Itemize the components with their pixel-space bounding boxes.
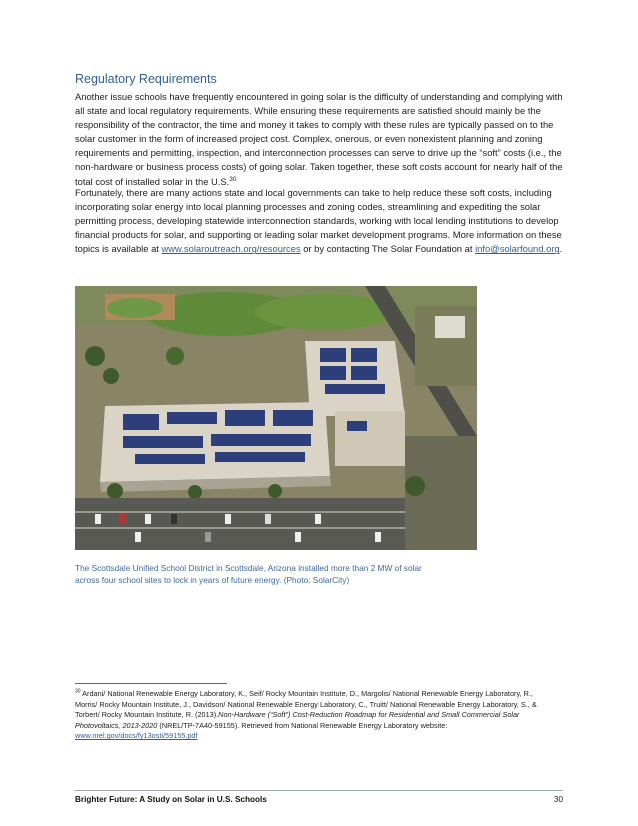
caption-line-2: across four school sites to lock in years of future energy. (Photo: SolarCity) <box>75 574 350 585</box>
footnote-title: Non-Hardware (“Soft”) Cost-Reduction Roadmap for Residential and Small Commercial Solar Photovoltaics, 2013-2020 <box>75 710 520 730</box>
footnote-url-link[interactable]: www.nrel.gov/docs/fy13osti/59155.pdf <box>75 731 198 741</box>
footnote-reference[interactable]: 30 <box>229 175 237 183</box>
paragraph-2-end: . <box>559 243 563 255</box>
paragraph-regulatory <box>75 90 563 189</box>
paragraph-1-text: Another issue schools have frequently encountered in going solar is the difficulty of understanding and complying with all state and local regulatory requirements. While ensuring these requirements are satisfied should mainly be the responsibility of the contractor, the time and money it takes to comply with these rules are typically passed on to the solar customer in the form of increased project cost. Complex, onerous, or even nonexistent planning and zoning requirements and permitting, inspection, and interconnection processes can serve to drive up the “soft” costs (i.e., the non-hardware or business process costs) of going solar. Taken together, these soft costs account for nearly half of the total cost of installed solar in the U.S. <box>75 91 563 187</box>
caption-line-1: The Scottsdale Unified School District in Scottsdale, Arizona installed more than 2 MW of solar <box>75 563 422 573</box>
footnote-number: 30 <box>75 688 81 695</box>
figure-caption <box>75 563 495 587</box>
footnote-divider <box>75 683 227 684</box>
page-number: 30 <box>553 795 563 804</box>
email-link[interactable]: info@solarfound.org <box>475 243 560 255</box>
paragraph-2-text: Fortunately, there are many actions state and local governments can take to help reduce these soft costs, including incorporating solar energy into local planning processes and zoning codes, streamlining and expediting the solar permitting process, developing statewide interconnection standards, working with local lending institutions to develop financial products for solar, and supporting or leading solar market development programs. More information on these topics is available at <box>75 187 562 255</box>
footnote <box>75 689 555 742</box>
footnote-authors: Ardani/ National Renewable Energy Laboratory, K., Seif/ Rocky Mountain Institute, D., Margolis/ National Renewable Energy Laboratory, R., Morris/ Rocky Mountain Institute, J., Davidson/ National Renewable Energy Laboratory, C., Truitt/ National Renewable Energy Laboratory, S., & Torbert/ Rocky Mountain Institute, R. (2013). <box>75 689 537 720</box>
footer-title: Brighter Future: A Study on Solar in U.S. Schools <box>75 795 267 804</box>
aerial-school-photo <box>75 286 477 550</box>
section-heading: Regulatory Requirements <box>75 72 217 86</box>
paragraph-soft-costs <box>75 186 563 256</box>
footnote-source: (NREL/TP-7A40-59155). Retrieved from National Renewable Energy Laboratory website: <box>157 720 448 730</box>
footer-divider <box>75 790 563 791</box>
paragraph-2-mid: or by contacting The Solar Foundation at <box>300 243 476 255</box>
solaroutreach-link[interactable]: www.solaroutreach.org/resources <box>161 243 301 255</box>
